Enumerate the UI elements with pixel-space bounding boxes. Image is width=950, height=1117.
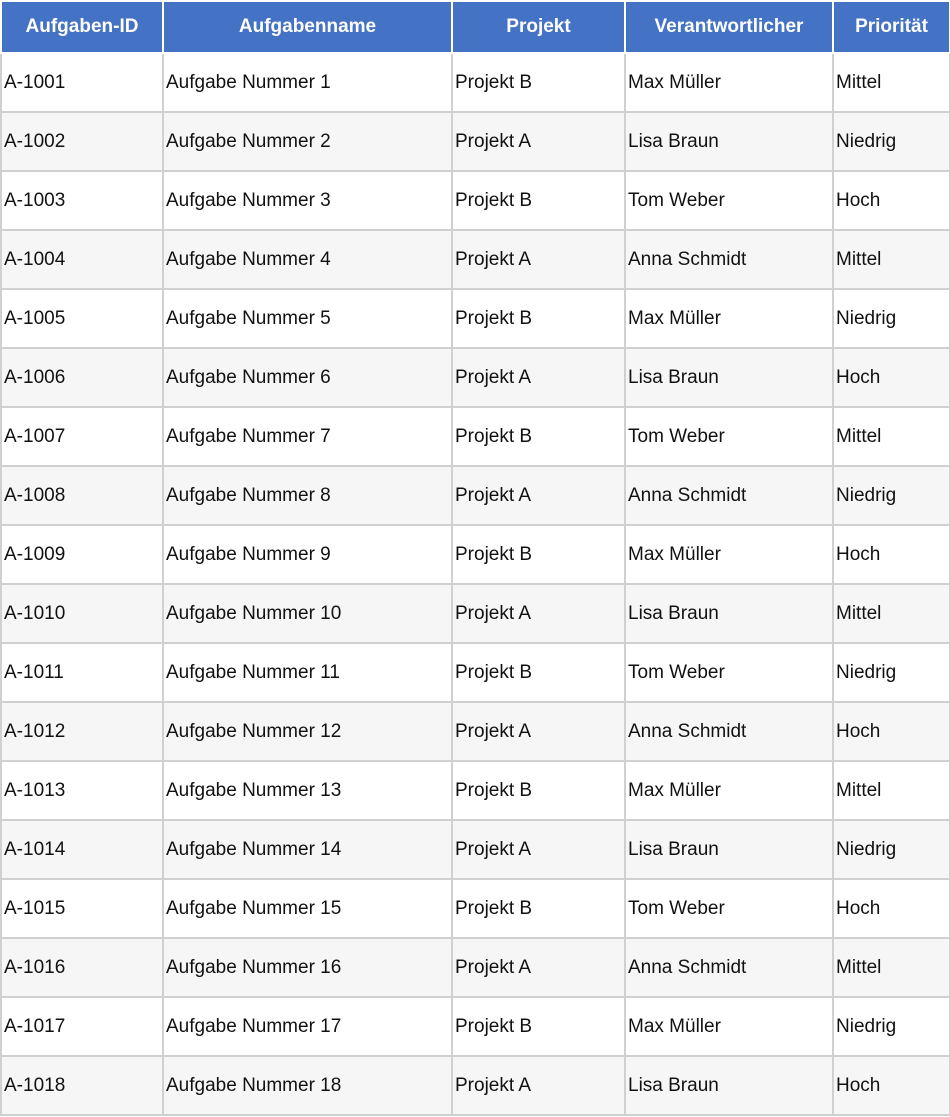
- task-id-cell[interactable]: A-1007: [1, 407, 163, 466]
- task-name-cell[interactable]: Aufgabe Nummer 1: [163, 53, 452, 112]
- priority-cell[interactable]: Hoch: [833, 171, 950, 230]
- project-cell[interactable]: Projekt A: [452, 230, 625, 289]
- task-id-cell[interactable]: A-1004: [1, 230, 163, 289]
- priority-cell[interactable]: Mittel: [833, 230, 950, 289]
- project-cell[interactable]: Projekt A: [452, 702, 625, 761]
- task-id-cell[interactable]: A-1014: [1, 820, 163, 879]
- owner-cell[interactable]: Lisa Braun: [625, 112, 833, 171]
- project-cell[interactable]: Projekt A: [452, 1056, 625, 1115]
- priority-cell[interactable]: Hoch: [833, 1056, 950, 1115]
- task-name-cell[interactable]: Aufgabe Nummer 13: [163, 761, 452, 820]
- owner-cell[interactable]: Max Müller: [625, 761, 833, 820]
- task-name-cell[interactable]: Aufgabe Nummer 2: [163, 112, 452, 171]
- task-id-cell[interactable]: A-1017: [1, 997, 163, 1056]
- table-row: [1, 997, 950, 1056]
- priority-cell[interactable]: Mittel: [833, 584, 950, 643]
- task-name-cell[interactable]: Aufgabe Nummer 14: [163, 820, 452, 879]
- project-cell[interactable]: Projekt A: [452, 820, 625, 879]
- table-body: [1, 53, 950, 1115]
- task-name-cell[interactable]: Aufgabe Nummer 4: [163, 230, 452, 289]
- priority-cell[interactable]: Mittel: [833, 938, 950, 997]
- task-name-cell[interactable]: Aufgabe Nummer 8: [163, 466, 452, 525]
- priority-cell[interactable]: Mittel: [833, 53, 950, 112]
- project-cell[interactable]: Projekt B: [452, 525, 625, 584]
- owner-cell[interactable]: Tom Weber: [625, 407, 833, 466]
- project-cell[interactable]: Projekt A: [452, 938, 625, 997]
- project-cell[interactable]: Projekt B: [452, 289, 625, 348]
- task-id-cell[interactable]: A-1012: [1, 702, 163, 761]
- task-id-cell[interactable]: A-1001: [1, 53, 163, 112]
- owner-cell[interactable]: Tom Weber: [625, 879, 833, 938]
- project-cell[interactable]: Projekt A: [452, 466, 625, 525]
- task-id-cell[interactable]: A-1016: [1, 938, 163, 997]
- table-row: [1, 112, 950, 171]
- table-row: [1, 171, 950, 230]
- owner-cell[interactable]: Max Müller: [625, 525, 833, 584]
- project-cell[interactable]: Projekt B: [452, 643, 625, 702]
- table-row: [1, 879, 950, 938]
- table-header: [1, 1, 950, 53]
- table-row: [1, 466, 950, 525]
- column-header-priority[interactable]: Priorität: [833, 1, 950, 53]
- owner-cell[interactable]: Anna Schmidt: [625, 702, 833, 761]
- project-cell[interactable]: Projekt B: [452, 879, 625, 938]
- table-row: [1, 820, 950, 879]
- header-row: [1, 1, 950, 53]
- owner-cell[interactable]: Lisa Braun: [625, 820, 833, 879]
- owner-cell[interactable]: Anna Schmidt: [625, 466, 833, 525]
- owner-cell[interactable]: Lisa Braun: [625, 348, 833, 407]
- priority-cell[interactable]: Niedrig: [833, 643, 950, 702]
- project-cell[interactable]: Projekt A: [452, 112, 625, 171]
- task-name-cell[interactable]: Aufgabe Nummer 10: [163, 584, 452, 643]
- priority-cell[interactable]: Niedrig: [833, 289, 950, 348]
- priority-cell[interactable]: Niedrig: [833, 820, 950, 879]
- owner-cell[interactable]: Tom Weber: [625, 171, 833, 230]
- project-cell[interactable]: Projekt B: [452, 53, 625, 112]
- column-header-task-name[interactable]: Aufgabenname: [163, 1, 452, 53]
- column-header-task-id[interactable]: Aufgaben-ID: [1, 1, 163, 53]
- task-name-cell[interactable]: Aufgabe Nummer 16: [163, 938, 452, 997]
- task-id-cell[interactable]: A-1008: [1, 466, 163, 525]
- priority-cell[interactable]: Niedrig: [833, 112, 950, 171]
- table-row: [1, 348, 950, 407]
- owner-cell[interactable]: Tom Weber: [625, 643, 833, 702]
- table-row: [1, 702, 950, 761]
- task-id-cell[interactable]: A-1009: [1, 525, 163, 584]
- priority-cell[interactable]: Hoch: [833, 348, 950, 407]
- column-header-project[interactable]: Projekt: [452, 1, 625, 53]
- project-cell[interactable]: Projekt A: [452, 348, 625, 407]
- task-id-cell[interactable]: A-1005: [1, 289, 163, 348]
- table-row: [1, 525, 950, 584]
- table-row: [1, 584, 950, 643]
- table-row: [1, 643, 950, 702]
- task-id-cell[interactable]: A-1006: [1, 348, 163, 407]
- task-name-cell[interactable]: Aufgabe Nummer 17: [163, 997, 452, 1056]
- task-id-cell[interactable]: A-1002: [1, 112, 163, 171]
- project-cell[interactable]: Projekt B: [452, 997, 625, 1056]
- task-id-cell[interactable]: A-1015: [1, 879, 163, 938]
- table-row: [1, 761, 950, 820]
- priority-cell[interactable]: Mittel: [833, 761, 950, 820]
- table-row: [1, 230, 950, 289]
- task-name-cell[interactable]: Aufgabe Nummer 11: [163, 643, 452, 702]
- priority-cell[interactable]: Mittel: [833, 407, 950, 466]
- table-row: [1, 289, 950, 348]
- task-id-cell[interactable]: A-1011: [1, 643, 163, 702]
- task-name-cell[interactable]: Aufgabe Nummer 5: [163, 289, 452, 348]
- owner-cell[interactable]: Anna Schmidt: [625, 230, 833, 289]
- table-row: [1, 1056, 950, 1115]
- task-name-cell[interactable]: Aufgabe Nummer 7: [163, 407, 452, 466]
- priority-cell[interactable]: Hoch: [833, 525, 950, 584]
- task-id-cell[interactable]: A-1018: [1, 1056, 163, 1115]
- task-name-cell[interactable]: Aufgabe Nummer 15: [163, 879, 452, 938]
- table-row: [1, 938, 950, 997]
- task-name-cell[interactable]: Aufgabe Nummer 9: [163, 525, 452, 584]
- owner-cell[interactable]: Max Müller: [625, 289, 833, 348]
- task-name-cell[interactable]: Aufgabe Nummer 3: [163, 171, 452, 230]
- project-cell[interactable]: Projekt B: [452, 171, 625, 230]
- project-cell[interactable]: Projekt B: [452, 761, 625, 820]
- priority-cell[interactable]: Hoch: [833, 702, 950, 761]
- task-name-cell[interactable]: Aufgabe Nummer 6: [163, 348, 452, 407]
- owner-cell[interactable]: Lisa Braun: [625, 584, 833, 643]
- priority-cell[interactable]: Hoch: [833, 879, 950, 938]
- owner-cell[interactable]: Anna Schmidt: [625, 938, 833, 997]
- project-cell[interactable]: Projekt B: [452, 407, 625, 466]
- priority-cell[interactable]: Niedrig: [833, 466, 950, 525]
- owner-cell[interactable]: Lisa Braun: [625, 1056, 833, 1115]
- owner-cell[interactable]: Max Müller: [625, 997, 833, 1056]
- column-header-owner[interactable]: Verantwortlicher: [625, 1, 833, 53]
- owner-cell[interactable]: Max Müller: [625, 53, 833, 112]
- task-name-cell[interactable]: Aufgabe Nummer 18: [163, 1056, 452, 1115]
- task-id-cell[interactable]: A-1003: [1, 171, 163, 230]
- task-name-cell[interactable]: Aufgabe Nummer 12: [163, 702, 452, 761]
- priority-cell[interactable]: Niedrig: [833, 997, 950, 1056]
- table-row: [1, 407, 950, 466]
- task-id-cell[interactable]: A-1013: [1, 761, 163, 820]
- task-id-cell[interactable]: A-1010: [1, 584, 163, 643]
- project-cell[interactable]: Projekt A: [452, 584, 625, 643]
- table-row: [1, 53, 950, 112]
